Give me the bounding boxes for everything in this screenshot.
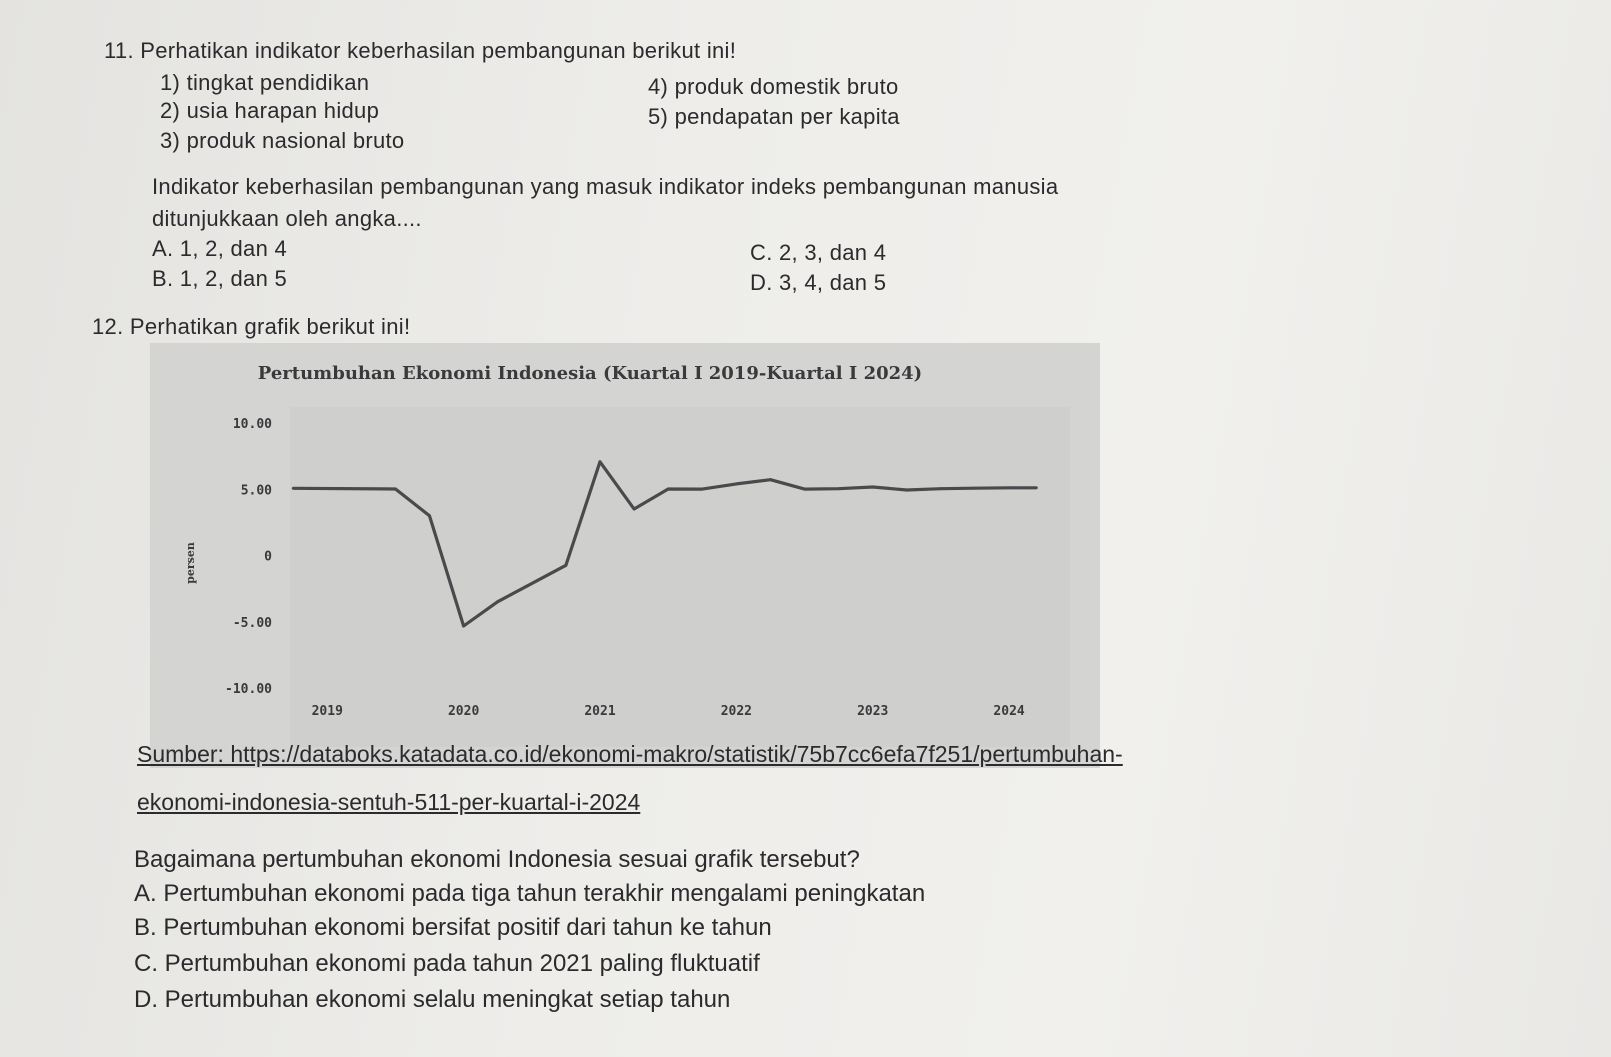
data-point (735, 483, 738, 486)
data-point (462, 625, 465, 628)
q12-option-a: A. Pertumbuhan ekonomi pada tiga tahun terakhir mengalami peningkatan (134, 880, 926, 907)
y-tick-group (225, 417, 272, 697)
q11-stem-line2: ditunjukkaan oleh angka.... (152, 206, 422, 231)
data-point (940, 487, 943, 490)
x-tick-label: 2023 (857, 704, 889, 719)
data-point (701, 488, 704, 491)
data-point (803, 488, 806, 491)
y-tick-label: -10.00 (225, 682, 272, 697)
q11-option-c: C. 2, 3, dan 4 (750, 240, 887, 265)
q12-option-c: C. Pertumbuhan ekonomi pada tahun 2021 paling fluktuatif (134, 950, 760, 977)
data-point (667, 488, 670, 491)
x-tick-label: 2022 (720, 704, 753, 719)
source-line-2[interactable]: ekonomi-indonesia-sentuh-511-per-kuartal-i-2024 (137, 789, 641, 815)
data-point (633, 508, 636, 511)
q11-option-b: B. 1, 2, dan 5 (152, 266, 288, 291)
data-point (599, 460, 602, 463)
data-point (1008, 486, 1011, 489)
plot-area (290, 407, 1070, 747)
data-point (769, 478, 772, 481)
q12-option-d: D. Pertumbuhan ekonomi selalu meningkat setiap tahun (134, 986, 731, 1013)
y-tick-label: 0 (264, 549, 272, 565)
q11-stem-line1: Indikator keberhasilan pembangunan yang masuk indikator indeks pembangunan manusia (152, 174, 1059, 199)
data-point (871, 486, 874, 489)
x-tick-label: 2019 (311, 704, 343, 719)
y-axis-label: persen (184, 542, 197, 584)
data-point (905, 489, 908, 492)
source-line-1[interactable]: Sumber: https://databoks.katadata.co.id/ekonomi-makro/statistik/75b7cc6efa7f251/pertumbuhan- (137, 741, 1123, 767)
q11-title: 11. Perhatikan indikator keberhasilan pembangunan berikut ini! (104, 38, 737, 63)
data-point (428, 514, 431, 517)
data-point (974, 487, 977, 490)
q12-question: Bagaimana pertumbuhan ekonomi Indonesia sesuai grafik tersebut? (134, 846, 860, 873)
growth-chart-svg (150, 343, 1100, 768)
q11-item-3: 3) produk nasional bruto (160, 128, 405, 153)
chart-title: Pertumbuhan Ekonomi Indonesia (Kuartal I 2019-Kuartal I 2024) (257, 363, 923, 384)
q11-item-4: 4) produk domestik bruto (648, 74, 899, 99)
q12-option-b: B. Pertumbuhan ekonomi bersifat positif dari tahun ke tahun (134, 914, 772, 941)
data-point (837, 487, 840, 490)
data-point (292, 487, 295, 490)
q11-option-a: A. 1, 2, dan 4 (152, 236, 288, 261)
x-tick-label: 2020 (447, 704, 480, 719)
y-tick-label: -5.00 (232, 615, 272, 631)
y-tick-label: 5.00 (240, 483, 272, 499)
q11-item-5: 5) pendapatan per kapita (648, 104, 900, 129)
data-point (496, 600, 499, 603)
y-tick-label: 10.00 (232, 417, 272, 432)
q11-item-2: 2) usia harapan hidup (160, 98, 380, 123)
x-tick-label: 2024 (993, 704, 1025, 719)
q12-title: 12. Perhatikan grafik berikut ini! (92, 314, 411, 339)
x-tick-label: 2021 (584, 704, 616, 719)
data-point (1035, 486, 1038, 489)
growth-chart (150, 343, 1100, 768)
data-point (565, 564, 568, 567)
q11-item-1: 1) tingkat pendidikan (160, 70, 370, 95)
q11-option-d: D. 3, 4, dan 5 (750, 270, 887, 295)
data-point (394, 488, 397, 491)
